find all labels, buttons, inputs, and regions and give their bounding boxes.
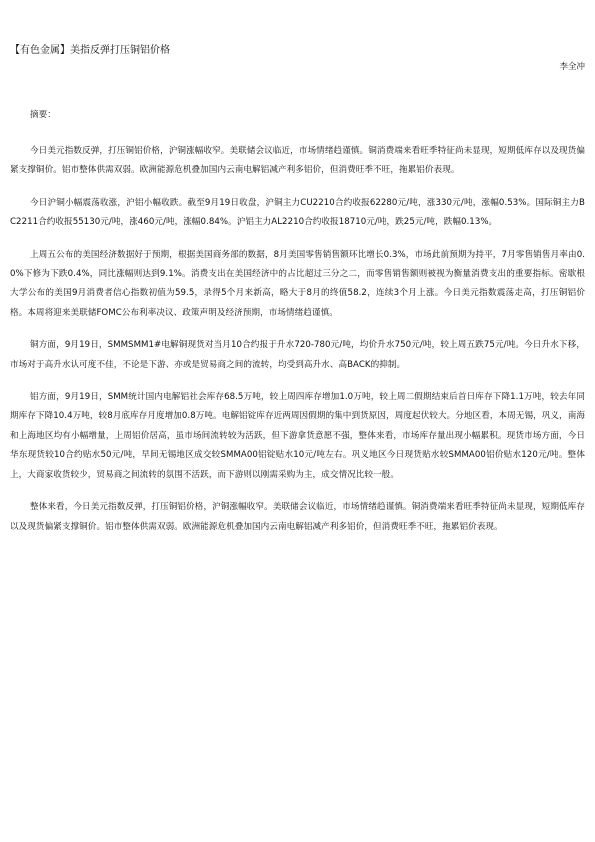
paragraph-copper: 铜方面，9月19日，SMMSMM1#电解铜现货对当月10合约报于升水720-780元/吨，均价升水750元/吨，较上周五跌75元/吨。今日升水下移，市场对于高升水认可度不佳，不论是下游、亦或是贸易商之间的流转，均受到高升水、高BACK的抑制。 bbox=[10, 340, 585, 370]
paragraph-market-close: 今日沪铜小幅震荡收涨，沪铝小幅收跌。截至9月19日收盘，沪铜主力CU2210合约收报62280元/吨，涨330元/吨，涨幅0.53%。国际铜主力BC2211合约收报55130元/吨，涨460元/吨，涨幅0.84%。沪铝主力AL2210合约收报18710元/吨，跌25元/吨，跌幅0.13%。 bbox=[10, 197, 585, 228]
paragraph-conclusion: 整体来看，今日美元指数反弹，打压铜铝价格，沪铜涨幅收窄。美联储会议临近，市场情绪趋谨慎。铜消费端来看旺季特征尚未显现，短期低库存以及现货偏紧支撑铜价。铝市整体供需双弱。欧洲能源危机叠加国内云南电解铝减产利多铝价，但消费旺季不旺，拖累铝价表现。 bbox=[10, 502, 585, 532]
author-name: 李全冲 bbox=[559, 62, 585, 72]
abstract-label: 摘要： bbox=[30, 110, 56, 120]
report-title: 【有色金属】美指反弹打压铜铝价格 bbox=[10, 45, 170, 56]
paragraph-macro: 上周五公布的美国经济数据好于预期，根据美国商务部的数据，8月美国零售销售额环比增长0.3%，市场此前预期为持平，7月零售销售月率由0.0%下修为下跌0.4%，同比涨幅则达到9.1%。消费支出在美国经济中的占比超过三分之二，而零售销售额则被视为衡量消费支出的重要指标。密歇根大学公布的美国9月消费者信心指数初值为59.5，录得5个月来新高，略大于8月的终值58.2，连续3个月上涨。今日美元指数震荡走高，打压铜铝价格。本周将迎来美联储FOMC公布利率决议、政策声明及经济预期，市场情绪趋谨慎。 bbox=[10, 249, 585, 318]
paragraph-summary: 今日美元指数反弹，打压铜铝价格，沪铜涨幅收窄。美联储会议临近，市场情绪趋谨慎。铜消费端来看旺季特征尚未显现，短期低库存以及现货偏紧支撑铜价。铝市整体供需双弱。欧洲能源危机叠加国内云南电解铝减产利多铝价，但消费旺季不旺，拖累铝价表现。 bbox=[10, 146, 585, 176]
report-body bbox=[10, 106, 585, 550]
paragraph-aluminium: 铝方面，9月19日，SMM统计国内电解铝社会库存68.5万吨，较上周四库存增加1.0万吨，较上周二假期结束后首日库存下降1.1万吨，较去年同期库存下降10.4万吨，较8月底库存月度增加0.8万吨。电解铝锭库存近两周因假期的集中到货原因，周度起伏较大。分地区看，本周无锡，巩义，南海和上海地区均有小幅增量，上周铝价居高，虽市场间流转较为活跃，但下游拿货意愿不强，整体来看，市场库存量出现小幅累积。现货市场方面，今日华东现货较10合约贴水50元/吨，早间无锡地区成交较SMMA00铝锭贴水10元/吨左右。巩义地区今日现货贴水较SMMA00铝价贴水120元/吨。整体上，大商家收货较少，贸易商之间流转的氛围不活跃，而下游则以刚需采购为主，成交情况比较一般。 bbox=[10, 392, 585, 480]
